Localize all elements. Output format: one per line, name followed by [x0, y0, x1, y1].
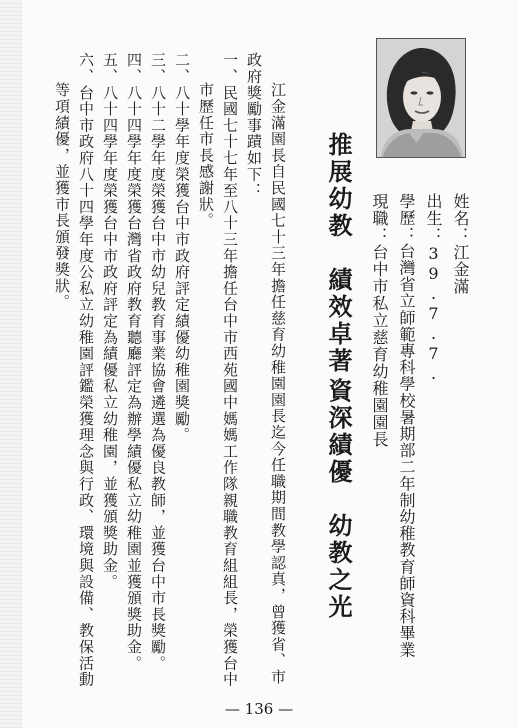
binding-edge: [0, 0, 22, 728]
intro-line-1: 江金滿園長自民國七十三年擔任慈育幼稚園園長迄今任職期間教學認真，曾獲省、市: [269, 82, 287, 686]
list-item-3: 三、八十二學年度榮獲台中市幼兒教育事業協會遴選為優良教師，並獲台中市長獎勵。: [149, 52, 167, 672]
list-item-6-line-2: 等項績優，並獲市長頒發獎狀。: [53, 82, 71, 311]
list-item-6-line-1: 六、台中市政府八十四學年度公私立幼稚園評鑑榮獲理念與行政、環境與設備、教保活動: [77, 52, 95, 688]
profile-birth: 出生：39.7.7.: [424, 193, 443, 384]
headline-2: 資深績優 幼教之光: [324, 378, 353, 621]
list-item-5: 五、八十四學年度榮獲台中市政府評定為績優私立幼稚園，並獲頒獎助金。: [101, 52, 119, 590]
portrait-image: [377, 39, 465, 157]
profile-position: 現職：台中市私立慈育幼稚園園長: [370, 193, 389, 448]
profile-education: 學歷：台灣省立師範專科學校暑期部二年制幼稚教育師資科畢業: [397, 193, 416, 658]
portrait-photo: [376, 38, 466, 158]
list-item-2: 二、八十學年度榮獲台中市政府評定績優幼稚園獎勵。: [173, 52, 191, 444]
list-item-4: 四、八十四學年度榮獲台灣省政府教育聽廳評定為辦學績優私立幼稚園並獲頒獎助金。: [125, 52, 143, 672]
page-number: — 136 —: [224, 700, 294, 718]
list-item-1-line-1: 一、民國七十七年至八十三年擔任台中市西苑國中媽媽工作隊親職教育組組長，榮獲台中: [221, 52, 239, 688]
intro-line-2: 政府獎勵事蹟如下：: [245, 52, 263, 199]
headline-1: 推展幼教 績效卓著: [324, 132, 353, 375]
list-item-1-line-2: 市歷任市長感謝狀。: [197, 82, 215, 229]
profile-name: 姓名：江金滿: [451, 193, 470, 295]
